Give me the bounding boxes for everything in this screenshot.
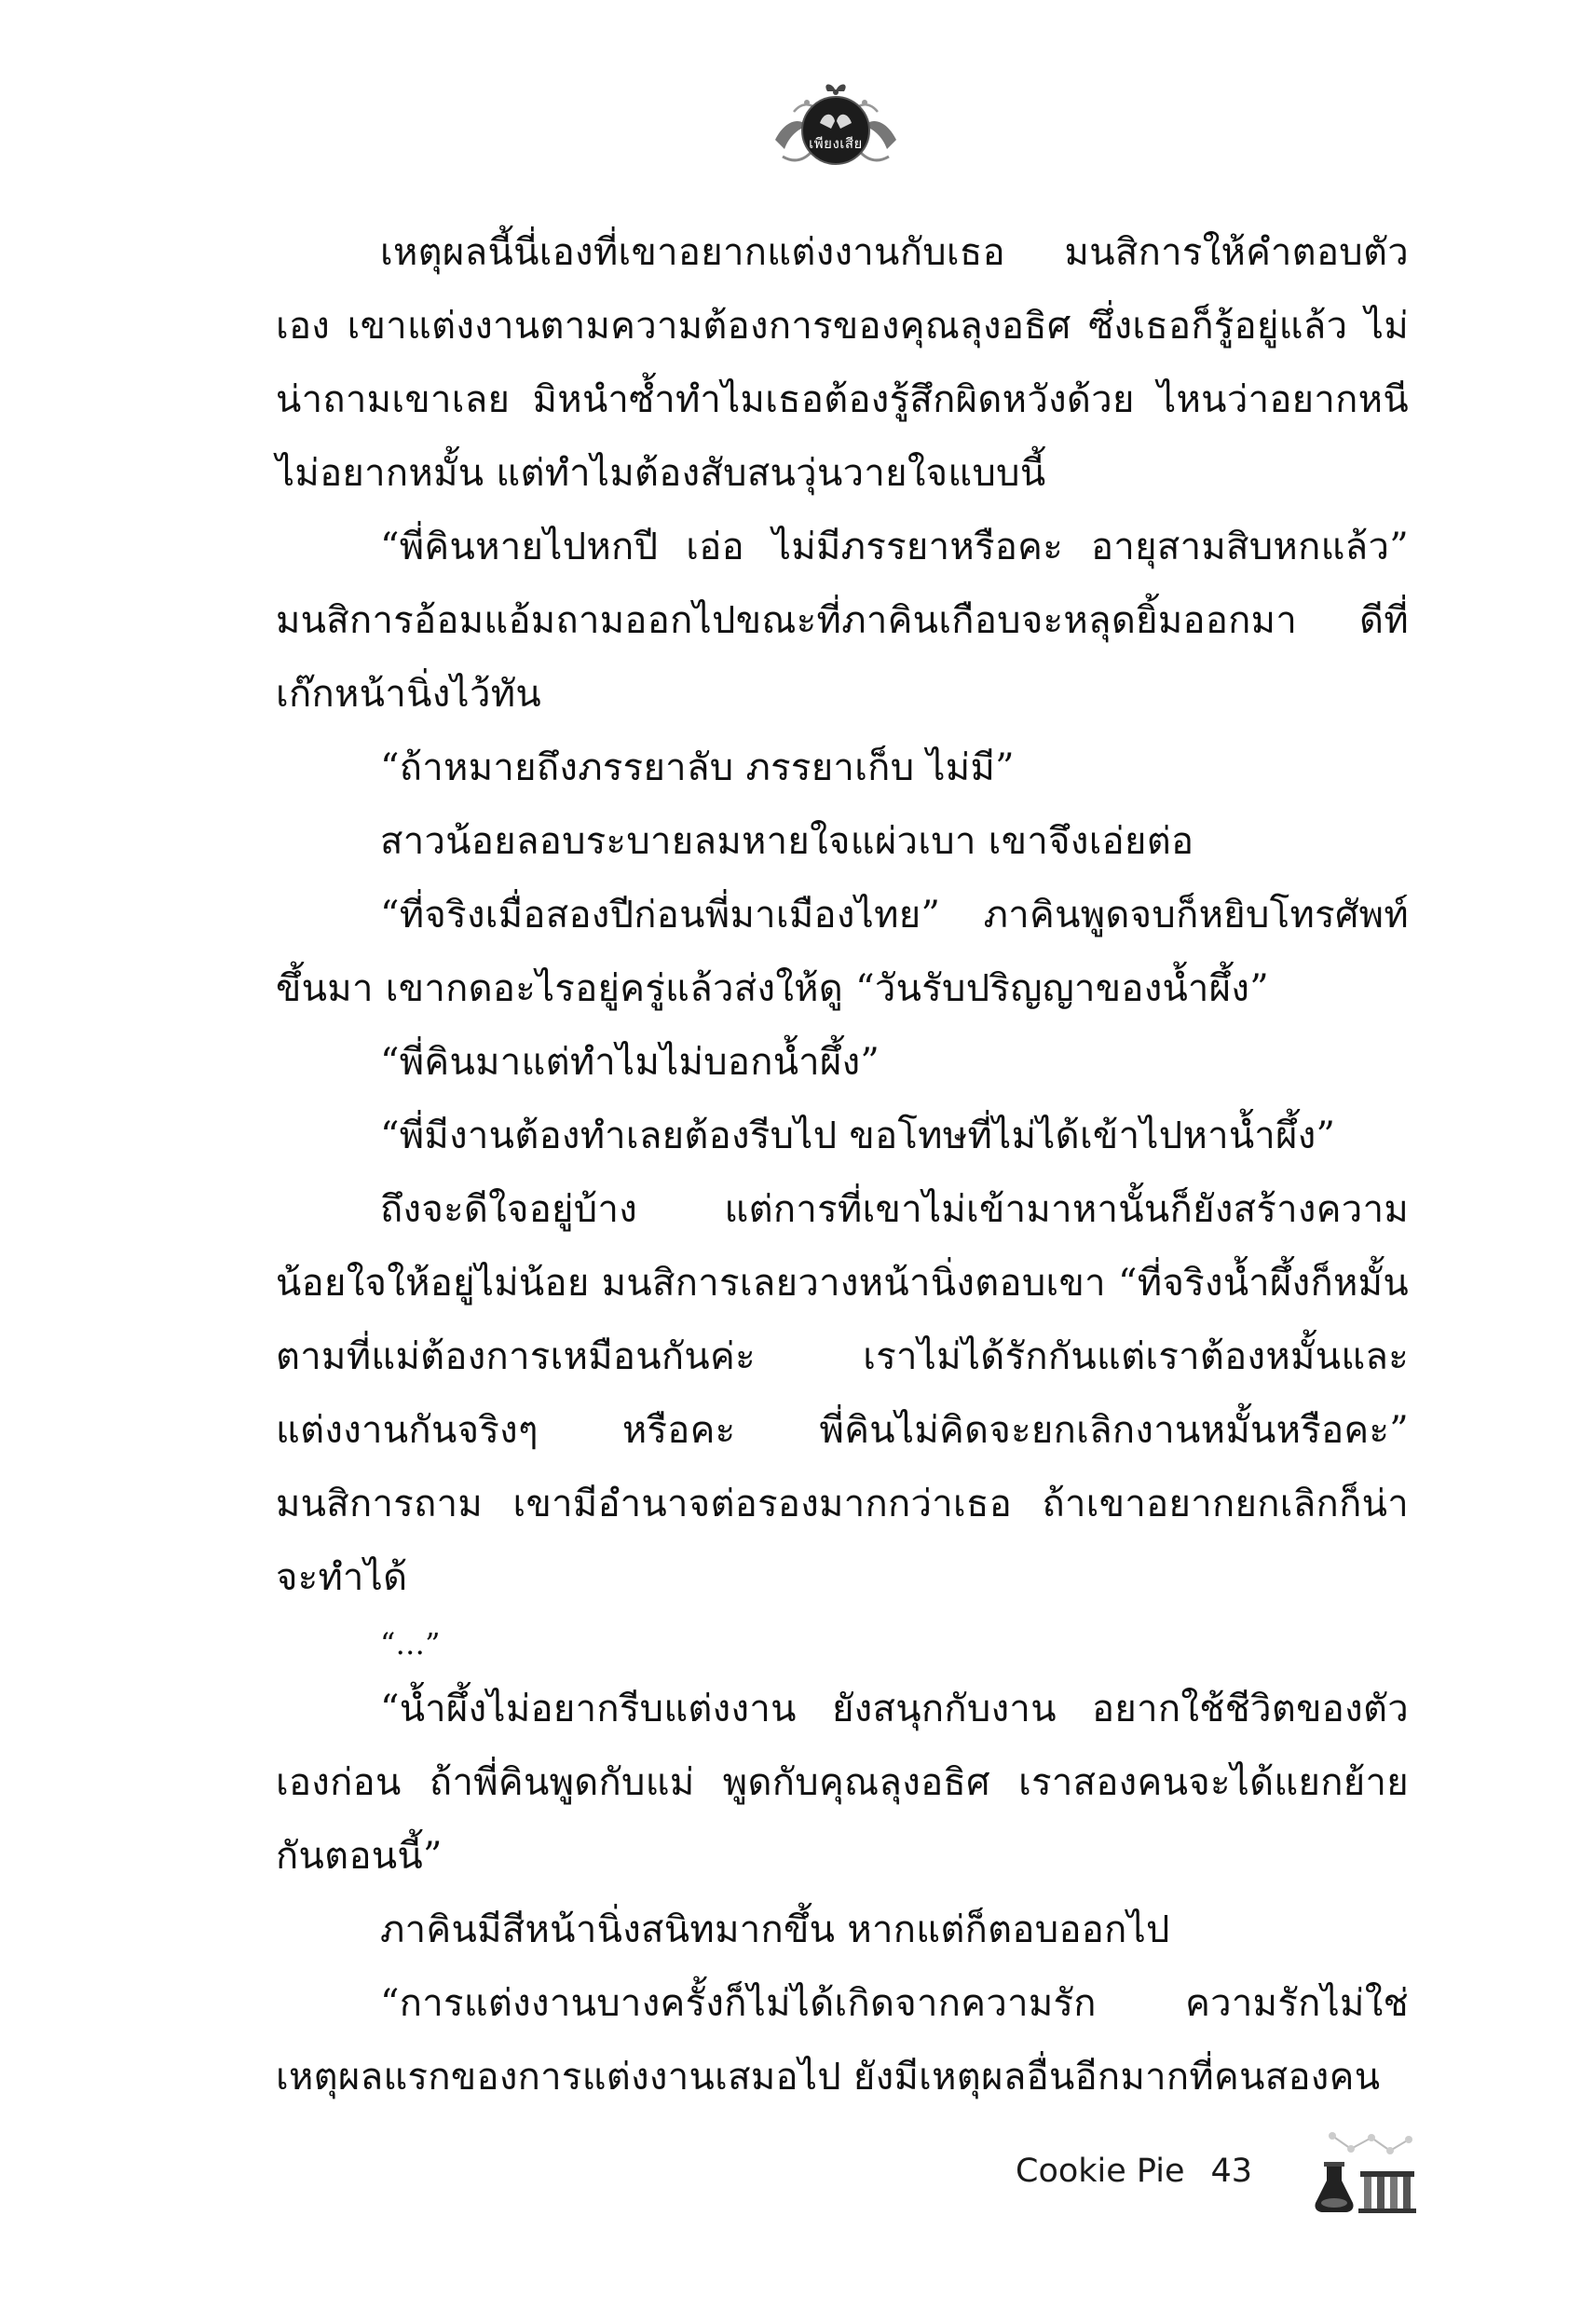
chapter-body xyxy=(276,216,1409,2114)
lab-flask-icon xyxy=(1304,2125,1425,2218)
footer-brand: Cookie Pie xyxy=(1016,2153,1185,2190)
logo-text: เพียงเสีย xyxy=(809,135,863,152)
ornamental-crest-icon xyxy=(766,75,906,179)
page-footer xyxy=(1016,2143,1252,2199)
paragraph-ellipsis: “...” xyxy=(380,1626,441,1661)
paragraph: “ถ้าหมายถึงภรรยาลับ ภรรยาเก็บ ไม่มี” xyxy=(380,746,1015,789)
paragraph: ถึงจะดีใจอยู่บ้าง แต่การที่เขาไม่เข้ามาหานั้นก็ยังสร้างความน้อยใจให้อยู่ไม่น้อย มนสิการเลยวางหน้านิ่งตอบเขา “ที่จริงน้ำผึ้งก็หมั้นตามที่แม่ต้องการเหมือนกันค่ะ เราไม่ได้รักกันแต่เราต้องหมั้นและแต่งงานกันจริงๆ หรือคะ พี่คินไม่คิดจะยกเลิกงานหมั้นหรือคะ” มนสิการถาม เขามีอำนาจต่อรองมากกว่าเธอ ถ้าเขาอยากยกเลิกก็น่าจะทำได้ xyxy=(276,1188,1409,1599)
paragraph: ภาคินมีสีหน้านิ่งสนิทมากขึ้น หากแต่ก็ตอบออกไป xyxy=(380,1908,1170,1951)
paragraph: “น้ำผึ้งไม่อยากรีบแต่งงาน ยังสนุกกับงาน อยากใช้ชีวิตของตัวเองก่อน ถ้าพี่คินพูดกับแม่ พูดกับคุณลุงอธิศ เราสองคนจะได้แยกย้ายกันตอนนี้” xyxy=(276,1688,1409,1878)
paragraph: “พี่คินหายไปหกปี เอ่อ ไม่มีภรรยาหรือคะ อายุสามสิบหกแล้ว” มนสิการอ้อมแอ้มถามออกไปขณะที่ภาคินเกือบจะหลุดยิ้มออกมา ดีที่เก๊กหน้านิ่งไว้ทัน xyxy=(276,526,1409,716)
paragraph: “พี่คินมาแต่ทำไมไม่บอกน้ำผึ้ง” xyxy=(380,1041,880,1084)
paragraph: “การแต่งงานบางครั้งก็ไม่ได้เกิดจากความรัก ความรักไม่ใช่เหตุผลแรกของการแต่งงานเสมอไป ยังมีเหตุผลอื่นอีกมากที่คนสองคน xyxy=(276,1982,1409,2099)
page-number: 43 xyxy=(1210,2153,1253,2190)
paragraph: “ที่จริงเมื่อสองปีก่อนพี่มาเมืองไทย” ภาคินพูดจบก็หยิบโทรศัพท์ขึ้นมา เขากดอะไรอยู่ครู่แล้วส่งให้ดู “วันรับปริญญาของน้ำผึ้ง” xyxy=(276,894,1409,1010)
paragraph: เหตุผลนี้นี่เองที่เขาอยากแต่งงานกับเธอ มนสิการให้คำตอบตัวเอง เขาแต่งงานตามความต้องการของคุณลุงอธิศ ซึ่งเธอก็รู้อยู่แล้ว ไม่น่าถามเขาเลย มิหนำซ้ำทำไมเธอต้องรู้สึกผิดหวังด้วย ไหนว่าอยากหนี ไม่อยากหมั้น แต่ทำไมต้องสับสนวุ่นวายใจแบบนี้ xyxy=(276,231,1409,495)
header-ornament xyxy=(766,75,906,179)
paragraph: สาวน้อยลอบระบายลมหายใจแผ่วเบา เขาจึงเอ่ยต่อ xyxy=(380,820,1194,863)
paragraph: “พี่มีงานต้องทำเลยต้องรีบไป ขอโทษที่ไม่ได้เข้าไปหาน้ำผึ้ง” xyxy=(380,1114,1336,1157)
